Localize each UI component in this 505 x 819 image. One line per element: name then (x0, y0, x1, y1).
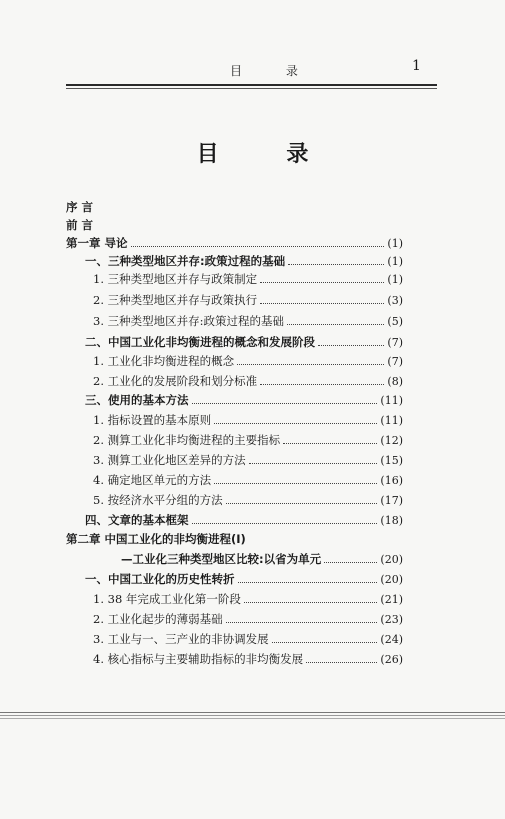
toc-entry-label: 3. 三种类型地区并存:政策过程的基础 (93, 314, 285, 328)
toc-subsection (93, 431, 403, 449)
leader-dots (226, 503, 378, 504)
toc-entry-page: (11) (380, 413, 403, 427)
toc-entry-label: 1. 38 年完成工业化第一阶段 (93, 592, 241, 606)
toc-section (85, 511, 403, 529)
toc-entry-label: 5. 按经济水平分组的方法 (93, 493, 223, 507)
leader-dots (318, 345, 384, 346)
toc-subsection (93, 352, 403, 370)
toc-entry-page: (18) (380, 513, 403, 527)
toc-entry-page: (17) (380, 493, 403, 507)
toc-entry-label: 三、使用的基本方法 (85, 393, 189, 407)
leader-dots (288, 264, 384, 265)
toc-subsection (93, 630, 403, 648)
leader-dots (260, 303, 384, 304)
toc-subsection (93, 291, 403, 309)
leader-dots (226, 622, 378, 623)
leader-dots (283, 443, 377, 444)
toc-subsection (93, 491, 403, 509)
toc-entry-label: 1. 工业化非均衡进程的概念 (93, 354, 235, 368)
toc-entry-page: (7) (387, 335, 403, 349)
toc-chapter (66, 530, 403, 548)
leader-dots (306, 662, 377, 663)
leader-dots (287, 324, 384, 325)
toc-entry-page: (23) (380, 612, 403, 626)
toc-section (85, 570, 403, 588)
toc-entry-page: (5) (387, 314, 403, 328)
header-rule-thin (66, 88, 437, 89)
toc-subsection (93, 372, 403, 390)
leader-dots (260, 384, 384, 385)
toc-entry-page: (20) (380, 572, 403, 586)
toc-entry-label: 2. 测算工业化非均衡进程的主要指标 (93, 433, 281, 447)
leader-dots (238, 582, 378, 583)
toc-entry-page: (1) (387, 272, 403, 286)
leader-dots (214, 483, 377, 484)
toc-entry-page: (12) (380, 433, 403, 447)
toc-chapter-subtitle (121, 550, 403, 568)
leader-dots (237, 364, 384, 365)
header-rule (66, 84, 437, 86)
toc-entry-page: (1) (387, 236, 403, 250)
toc-entry-page: (8) (387, 374, 403, 388)
toc-entry-label: —工业化三种类型地区比较:以省为单元 (121, 552, 322, 566)
toc-entry-page: (3) (387, 293, 403, 307)
toc-section (85, 252, 403, 270)
toc-chapter (66, 234, 403, 252)
toc-section (85, 391, 403, 409)
toc-subsection (93, 590, 403, 608)
toc-entry-page: (16) (380, 473, 403, 487)
page-title: 目 录 (196, 142, 339, 167)
toc-subsection (93, 471, 403, 489)
toc-subsection (93, 312, 403, 330)
toc-entry-page: (15) (380, 453, 403, 467)
toc-entry-label: 1. 三种类型地区并存与政策制定 (93, 272, 258, 286)
running-header (0, 58, 505, 82)
toc-entry-label: 四、文章的基本框架 (85, 513, 189, 527)
toc-entry-page: (7) (387, 354, 403, 368)
toc-subsection (93, 270, 403, 288)
leader-dots (192, 523, 378, 524)
running-header-title: 目 录 (230, 64, 318, 78)
toc-foreword (66, 216, 403, 234)
toc-entry-label: 2. 工业化的发展阶段和划分标准 (93, 374, 258, 388)
toc-section (85, 333, 403, 351)
toc-entry-page: (1) (387, 254, 403, 268)
footer-rule (0, 712, 505, 713)
leader-dots (244, 602, 377, 603)
toc-entry-label: 前 言 (66, 218, 94, 232)
leader-dots (324, 562, 377, 563)
toc-subsection (93, 411, 403, 429)
toc-entry-page: (20) (380, 552, 403, 566)
leader-dots (214, 423, 377, 424)
toc-entry-label: 第二章 中国工业化的非均衡进程(Ⅰ) (66, 532, 246, 546)
running-header-page-number: 1 (412, 58, 421, 74)
toc-entry-label: 3. 工业与一、三产业的非协调发展 (93, 632, 269, 646)
toc-entry-label: 2. 工业化起步的薄弱基础 (93, 612, 223, 626)
toc-entry-label: 4. 确定地区单元的方法 (93, 473, 212, 487)
toc-entry-label: 一、三种类型地区并存:政策过程的基础 (85, 254, 286, 268)
footer-rule (0, 718, 505, 719)
toc-subsection (93, 650, 403, 668)
toc-preface (66, 198, 403, 216)
toc-subsection (93, 610, 403, 628)
leader-dots (272, 642, 378, 643)
toc-subsection (93, 451, 403, 469)
toc-entry-page: (26) (380, 652, 403, 666)
toc-entry-label: 二、中国工业化非均衡进程的概念和发展阶段 (85, 335, 315, 349)
toc-entry-label: 第一章 导论 (66, 236, 128, 250)
toc-entry-page: (21) (380, 592, 403, 606)
leader-dots (131, 246, 385, 247)
leader-dots (260, 282, 384, 283)
toc-entry-label: 1. 指标设置的基本原则 (93, 413, 212, 427)
toc-entry-label: 4. 核心指标与主要辅助指标的非均衡发展 (93, 652, 304, 666)
toc-entry-label: 3. 测算工业化地区差异的方法 (93, 453, 246, 467)
toc-entry-page: (24) (380, 632, 403, 646)
leader-dots (192, 403, 378, 404)
toc-entry-page: (11) (380, 393, 403, 407)
toc-entry-label: 一、中国工业化的历史性转折 (85, 572, 235, 586)
leader-dots (249, 463, 378, 464)
toc-entry-label: 序 言 (66, 200, 94, 214)
footer-rule (0, 715, 505, 716)
toc-entry-label: 2. 三种类型地区并存与政策执行 (93, 293, 258, 307)
